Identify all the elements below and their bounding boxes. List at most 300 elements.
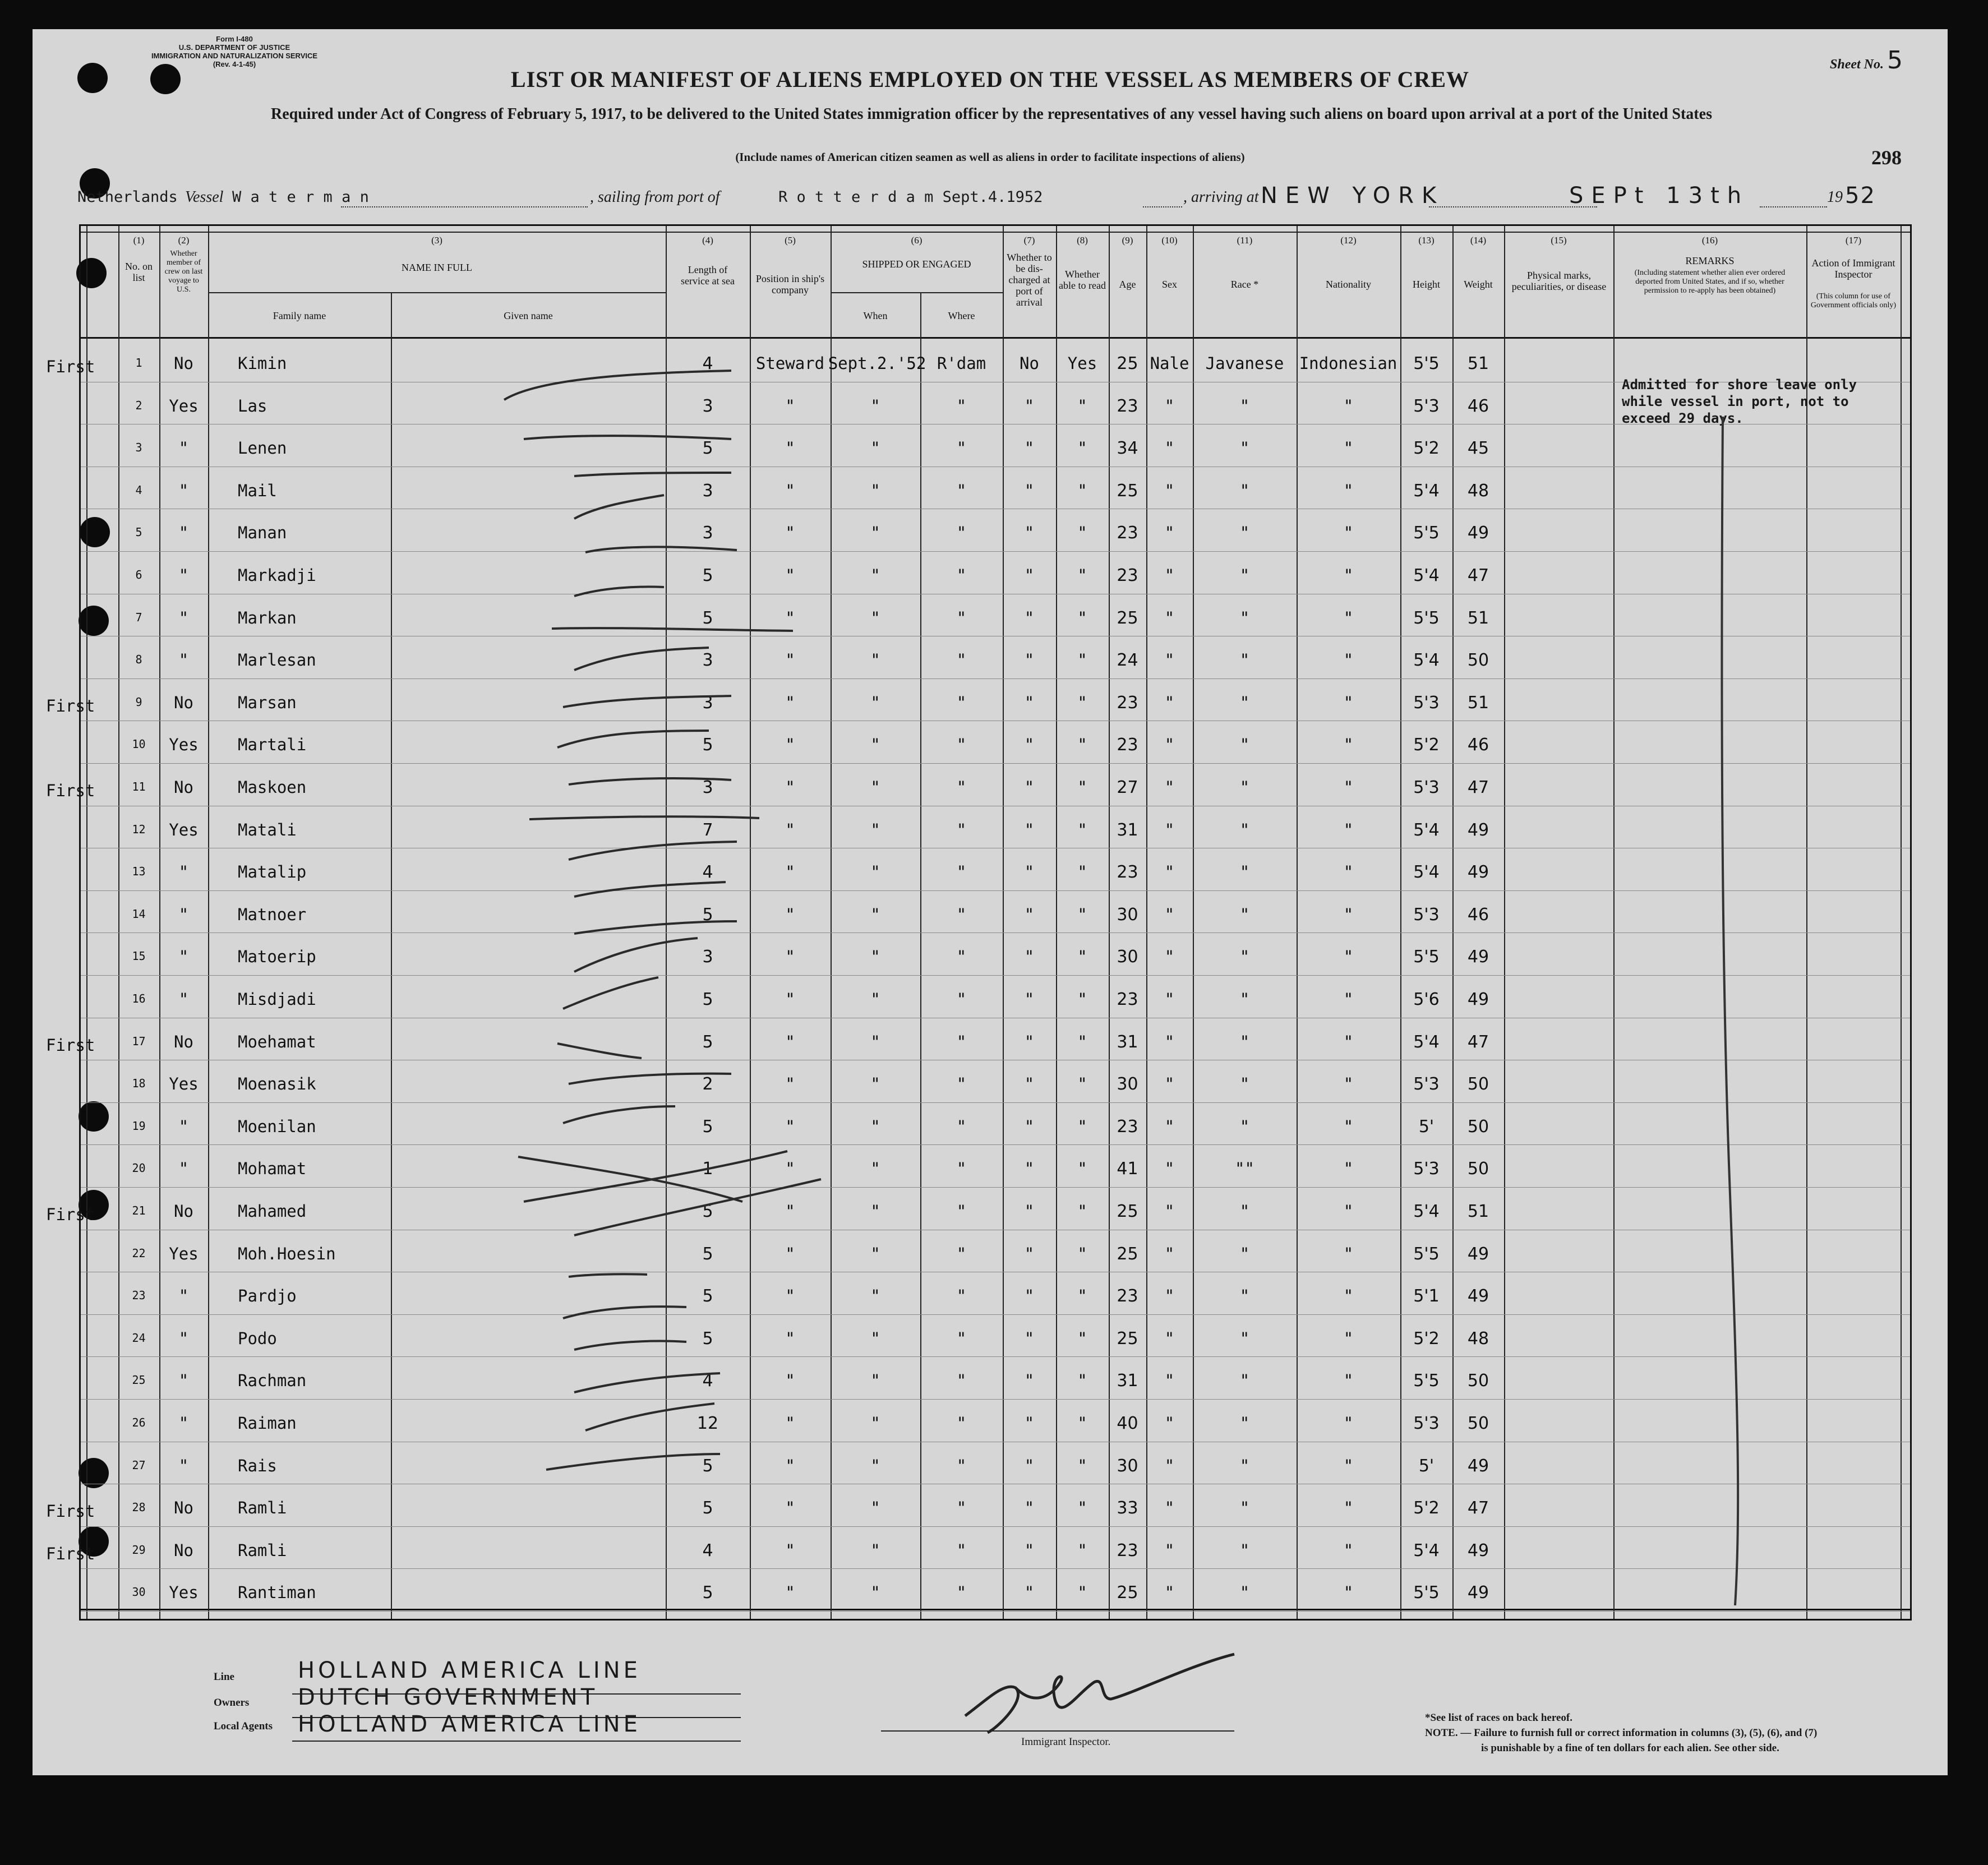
cell-ht: 5'4 xyxy=(1413,1540,1440,1561)
cell-where: " xyxy=(956,566,967,585)
cell-age: 25 xyxy=(1117,1202,1138,1221)
header-last-voyage: Whether member of crew on last voyage to U.S. xyxy=(164,250,203,294)
cell-sex: " xyxy=(1164,1540,1175,1560)
header-remarks-sub: (Including statement whether alien ever ordered deported from United States, and if so, whether permission to re-apply has been obtained) xyxy=(1634,269,1786,295)
cell-family: Maskoen xyxy=(238,778,307,797)
cell-when: " xyxy=(870,1074,880,1094)
cell-len: 5 xyxy=(702,1328,713,1349)
cell-where: " xyxy=(956,947,967,967)
cell-when: " xyxy=(870,481,880,500)
cell-where: " xyxy=(956,1540,967,1560)
cell-read: " xyxy=(1077,396,1087,416)
cell-no: 25 xyxy=(132,1373,146,1387)
header-remarks: REMARKS xyxy=(1685,255,1735,266)
manifest-sheet xyxy=(33,29,1948,1775)
cell-family: Ramli xyxy=(238,1540,287,1560)
cell-no: 4 xyxy=(135,483,142,497)
cell-family: Pardjo xyxy=(238,1286,297,1306)
cell-no: 15 xyxy=(132,949,146,963)
cell-len: 1 xyxy=(702,1159,713,1179)
cell-len: 5 xyxy=(702,1498,713,1518)
owners-value: DUTCH GOVERNMENT xyxy=(298,1684,598,1710)
cell-no: 17 xyxy=(132,1034,146,1048)
header-action-sub: (This column for use of Government officials only) xyxy=(1810,292,1897,310)
cell-pos: " xyxy=(785,1456,795,1475)
cell-race: " xyxy=(1239,735,1250,755)
cell-pos: " xyxy=(785,608,795,627)
cell-len: 2 xyxy=(702,1074,713,1095)
cell-when: " xyxy=(870,1286,880,1306)
cell-where: " xyxy=(956,1032,967,1051)
cell-last: " xyxy=(178,904,189,924)
cell-last: " xyxy=(178,566,189,585)
cell-wt: 46 xyxy=(1467,904,1489,925)
cell-pos: " xyxy=(785,1540,795,1560)
cell-no: 29 xyxy=(132,1543,146,1557)
cell-age: 25 xyxy=(1117,354,1138,373)
cell-disch: " xyxy=(1024,1583,1035,1603)
cell-nat: " xyxy=(1343,481,1354,500)
first-voyage-mark: First xyxy=(46,1544,95,1563)
cell-wt: 51 xyxy=(1467,354,1489,373)
cell-last: " xyxy=(178,650,189,670)
cell-when: " xyxy=(870,1583,880,1603)
cell-last: " xyxy=(178,438,189,458)
cell-last: " xyxy=(178,523,189,543)
cell-pos: " xyxy=(785,778,795,797)
cell-ht: 5'3 xyxy=(1413,693,1440,713)
cell-age: 33 xyxy=(1117,1498,1138,1518)
cell-len: 4 xyxy=(702,862,713,883)
cell-sex: " xyxy=(1164,1498,1175,1518)
vessel-name: W a t e r m a n xyxy=(232,188,369,206)
cell-pos: " xyxy=(785,693,795,712)
cell-no: 30 xyxy=(132,1585,146,1599)
cell-when: " xyxy=(870,990,880,1009)
cell-nat: " xyxy=(1343,396,1354,416)
cell-pos: " xyxy=(785,1414,795,1433)
cell-disch: " xyxy=(1024,904,1035,924)
cell-where: " xyxy=(956,1414,967,1433)
cell-len: 4 xyxy=(702,1371,713,1391)
line-value: HOLLAND AMERICA LINE xyxy=(298,1658,641,1683)
cell-len: 4 xyxy=(702,1540,713,1561)
cell-age: 23 xyxy=(1117,693,1138,713)
cell-disch: " xyxy=(1024,1371,1035,1391)
cell-nat: " xyxy=(1343,1498,1354,1518)
cell-no: 9 xyxy=(135,695,142,709)
cell-race: " xyxy=(1239,523,1250,543)
cell-wt: 50 xyxy=(1467,1414,1489,1433)
cell-ht: 5'4 xyxy=(1413,1202,1440,1221)
cell-no: 11 xyxy=(132,780,146,793)
cell-sex: " xyxy=(1164,1244,1175,1263)
col-number: (17) xyxy=(1845,235,1862,246)
cell-nat: " xyxy=(1343,862,1354,882)
cell-disch: No xyxy=(1020,354,1039,373)
cell-sex: " xyxy=(1164,1456,1175,1475)
cell-no: 18 xyxy=(132,1077,146,1091)
cell-when: " xyxy=(870,735,880,755)
cell-len: 3 xyxy=(702,650,713,671)
cell-no: 10 xyxy=(132,737,146,751)
cell-nat: " xyxy=(1343,990,1354,1009)
cell-ht: 5'4 xyxy=(1413,862,1440,883)
sheet-label: Sheet No. xyxy=(1830,57,1884,72)
cell-len: 3 xyxy=(702,481,713,501)
cell-race: " xyxy=(1239,1286,1250,1306)
cell-sex: " xyxy=(1164,1583,1175,1603)
header-height: Height xyxy=(1413,279,1440,290)
cell-pos: " xyxy=(785,1159,795,1179)
first-voyage-mark: First xyxy=(46,1205,95,1224)
cell-disch: " xyxy=(1024,947,1035,967)
cell-sex: " xyxy=(1164,1371,1175,1391)
cell-nat: " xyxy=(1343,820,1354,839)
cell-sex: " xyxy=(1164,1074,1175,1094)
cell-len: 5 xyxy=(702,566,713,585)
cell-ht: 5'2 xyxy=(1413,1328,1440,1349)
cell-ht: 5'5 xyxy=(1413,1583,1440,1603)
owners-label: Owners xyxy=(214,1697,250,1709)
cell-nat: " xyxy=(1343,1032,1354,1051)
cell-ht: 5'4 xyxy=(1413,481,1440,501)
col-number: (10) xyxy=(1161,235,1178,246)
cell-last: No xyxy=(174,693,193,712)
cell-pos: " xyxy=(785,1328,795,1348)
cell-disch: " xyxy=(1024,438,1035,458)
cell-read: " xyxy=(1077,566,1087,585)
cell-age: 30 xyxy=(1117,1074,1138,1095)
cell-family: Marlesan xyxy=(238,650,316,670)
cell-read: " xyxy=(1077,1074,1087,1094)
cell-read: " xyxy=(1077,1456,1087,1475)
cell-sex: " xyxy=(1164,566,1175,585)
cell-read: " xyxy=(1077,1371,1087,1391)
cell-sex: " xyxy=(1164,1328,1175,1348)
cell-where: " xyxy=(956,990,967,1009)
cell-ht: 5'4 xyxy=(1413,566,1440,585)
cell-len: 5 xyxy=(702,1116,713,1137)
header-physical-marks: Physical marks, peculiarities, or disease xyxy=(1511,270,1607,292)
cell-race: " xyxy=(1239,904,1250,924)
cell-last: No xyxy=(174,778,193,797)
cell-disch: " xyxy=(1024,608,1035,627)
cell-read: " xyxy=(1077,778,1087,797)
cell-disch: " xyxy=(1024,523,1035,543)
cell-where: " xyxy=(956,735,967,755)
arriving-port: NEW YORK xyxy=(1261,183,1445,209)
cell-age: 40 xyxy=(1117,1414,1138,1433)
cell-family: Misdjadi xyxy=(238,990,316,1009)
cell-nat: " xyxy=(1343,1371,1354,1391)
cell-family: Raiman xyxy=(238,1414,297,1433)
cell-wt: 47 xyxy=(1467,1498,1489,1518)
cell-wt: 50 xyxy=(1467,1371,1489,1391)
cell-age: 23 xyxy=(1117,1286,1138,1307)
cell-family: Matnoer xyxy=(238,904,307,924)
cell-ht: 5'2 xyxy=(1413,735,1440,755)
cell-wt: 49 xyxy=(1467,820,1489,840)
cell-ht: 5'3 xyxy=(1413,396,1440,416)
cell-last: No xyxy=(174,1540,193,1560)
cell-sex: " xyxy=(1164,396,1175,416)
cell-nat: " xyxy=(1343,778,1354,797)
cell-no: 23 xyxy=(132,1289,146,1303)
cell-no: 13 xyxy=(132,865,146,879)
cell-no: 12 xyxy=(132,822,146,836)
cell-family: Matali xyxy=(238,820,297,839)
cell-read: " xyxy=(1077,990,1087,1009)
cell-when: " xyxy=(870,1328,880,1348)
cell-family: Las xyxy=(238,396,267,416)
cell-len: 5 xyxy=(702,1286,713,1307)
cell-len: 5 xyxy=(702,1583,713,1603)
col-number: (13) xyxy=(1418,235,1435,246)
cell-sex: " xyxy=(1164,693,1175,712)
cell-where: " xyxy=(956,1583,967,1603)
cell-disch: " xyxy=(1024,820,1035,839)
header-no-on-list: No. on list xyxy=(125,261,153,283)
cell-disch: " xyxy=(1024,778,1035,797)
cell-age: 24 xyxy=(1117,650,1138,671)
vessel-line xyxy=(77,183,1917,211)
cell-age: 23 xyxy=(1117,523,1138,543)
cell-ht: 5'5 xyxy=(1413,354,1440,373)
cell-last: No xyxy=(174,354,193,373)
cell-sex: " xyxy=(1164,947,1175,967)
cell-ht: 5'3 xyxy=(1413,778,1440,797)
header-nationality: Nationality xyxy=(1326,279,1371,290)
cell-race: " xyxy=(1239,990,1250,1009)
cell-wt: 50 xyxy=(1467,650,1489,671)
cell-sex: " xyxy=(1164,523,1175,543)
cell-sex: Nale xyxy=(1150,354,1189,373)
cell-sex: " xyxy=(1164,862,1175,882)
cell-wt: 51 xyxy=(1467,693,1489,713)
document-number: 298 xyxy=(1871,146,1902,169)
col-number: (1) xyxy=(133,235,145,246)
cell-wt: 47 xyxy=(1467,566,1489,585)
cell-len: 5 xyxy=(702,1202,713,1221)
cell-len: 12 xyxy=(697,1414,719,1433)
header-given-name: Given name xyxy=(504,310,553,321)
cell-wt: 45 xyxy=(1467,438,1489,459)
cell-last: " xyxy=(178,1159,189,1179)
cell-family: Mohamat xyxy=(238,1159,307,1179)
races-note: *See list of races on back hereof. xyxy=(1425,1712,1572,1724)
cell-where: " xyxy=(956,1456,967,1475)
cell-no: 26 xyxy=(132,1416,146,1429)
cell-family: Ramli xyxy=(238,1498,287,1518)
cell-age: 23 xyxy=(1117,396,1138,416)
cell-read: " xyxy=(1077,1498,1087,1518)
col-number: (12) xyxy=(1340,235,1357,246)
first-voyage-mark: First xyxy=(46,1502,95,1521)
cell-nat: " xyxy=(1343,1583,1354,1603)
cell-age: 23 xyxy=(1117,566,1138,585)
cell-race: " xyxy=(1239,608,1250,627)
cell-read: " xyxy=(1077,438,1087,458)
cell-race: " xyxy=(1239,1328,1250,1348)
cell-ht: 5'5 xyxy=(1413,523,1440,543)
vessel-flag: Netherlands xyxy=(77,188,178,206)
cell-nat: " xyxy=(1343,1116,1354,1136)
page-title: LIST OR MANIFEST OF ALIENS EMPLOYED ON THE VESSEL AS MEMBERS OF CREW xyxy=(510,67,1470,92)
cell-wt: 49 xyxy=(1467,523,1489,543)
cell-age: 30 xyxy=(1117,904,1138,925)
cell-read: " xyxy=(1077,523,1087,543)
header-family-name: Family name xyxy=(273,310,326,321)
cell-race: " xyxy=(1239,1116,1250,1136)
cell-nat: " xyxy=(1343,1244,1354,1263)
cell-nat: " xyxy=(1343,693,1354,712)
cell-where: " xyxy=(956,1202,967,1221)
cell-pos: " xyxy=(785,1074,795,1094)
header-shipped-engaged: SHIPPED OR ENGAGED xyxy=(862,258,971,270)
cell-sex: " xyxy=(1164,990,1175,1009)
cell-sex: " xyxy=(1164,820,1175,839)
cell-disch: " xyxy=(1024,1328,1035,1348)
form-number: Form I-480 xyxy=(216,35,253,43)
cell-age: 27 xyxy=(1117,778,1138,797)
cell-where: " xyxy=(956,1244,967,1263)
cell-ht: 5'3 xyxy=(1413,1414,1440,1433)
cell-len: 5 xyxy=(702,438,713,459)
cell-pos: " xyxy=(785,481,795,500)
cell-where: " xyxy=(956,778,967,797)
footer-block xyxy=(79,1626,1912,1754)
cell-nat: " xyxy=(1343,1286,1354,1306)
cell-sex: " xyxy=(1164,481,1175,500)
cell-ht: 5' xyxy=(1418,1456,1435,1476)
cell-disch: " xyxy=(1024,566,1035,585)
cell-nat: " xyxy=(1343,566,1354,585)
cell-read: " xyxy=(1077,608,1087,627)
cell-pos: " xyxy=(785,1371,795,1391)
cell-age: 34 xyxy=(1117,438,1138,459)
cell-last: Yes xyxy=(169,820,199,839)
cell-when: Sept.2.'52 xyxy=(828,354,926,373)
cell-ht: 5'5 xyxy=(1413,1244,1440,1264)
cell-nat: " xyxy=(1343,735,1354,755)
cell-family: Moenasik xyxy=(238,1074,316,1094)
cell-family: Matoerip xyxy=(238,947,316,967)
header-when: When xyxy=(863,310,888,321)
header-length-service: Length of service at sea xyxy=(681,264,735,287)
cell-last: " xyxy=(178,1286,189,1306)
col-number: (7) xyxy=(1023,235,1035,246)
cell-race: " xyxy=(1239,1583,1250,1603)
cell-wt: 49 xyxy=(1467,1540,1489,1561)
cell-nat: " xyxy=(1343,947,1354,967)
cell-disch: " xyxy=(1024,481,1035,500)
cell-race: " xyxy=(1239,1244,1250,1263)
cell-last: " xyxy=(178,990,189,1009)
cell-no: 28 xyxy=(132,1501,146,1515)
cell-disch: " xyxy=(1024,735,1035,755)
col-number: (11) xyxy=(1237,235,1253,246)
cell-wt: 49 xyxy=(1467,1286,1489,1307)
header-discharged: Whether to be dis-charged at port of arrival xyxy=(1007,252,1052,308)
cell-age: 23 xyxy=(1117,735,1138,755)
cell-len: 3 xyxy=(702,693,713,713)
cell-nat: " xyxy=(1343,608,1354,627)
revision: (Rev. 4-1-45) xyxy=(213,60,256,68)
cell-read: " xyxy=(1077,650,1087,670)
cell-where: " xyxy=(956,438,967,458)
cell-disch: " xyxy=(1024,1286,1035,1306)
cell-disch: " xyxy=(1024,862,1035,882)
cell-last: Yes xyxy=(169,1074,199,1094)
cell-last: " xyxy=(178,481,189,500)
first-voyage-mark: First xyxy=(46,1035,95,1055)
cell-age: 30 xyxy=(1117,947,1138,967)
cell-when: " xyxy=(870,904,880,924)
cell-no: 27 xyxy=(132,1458,146,1472)
cell-pos: " xyxy=(785,650,795,670)
cell-disch: " xyxy=(1024,990,1035,1009)
cell-sex: " xyxy=(1164,650,1175,670)
cell-read: " xyxy=(1077,1244,1087,1263)
cell-read: " xyxy=(1077,862,1087,882)
line-label: Line xyxy=(214,1671,234,1683)
col-number: (3) xyxy=(431,235,442,246)
cell-when: " xyxy=(870,778,880,797)
cell-race: " xyxy=(1239,1540,1250,1560)
cell-read: " xyxy=(1077,1414,1087,1433)
cell-pos: " xyxy=(785,1202,795,1221)
cell-disch: " xyxy=(1024,1032,1035,1051)
cell-read: " xyxy=(1077,947,1087,967)
cell-ht: 5'2 xyxy=(1413,1498,1440,1518)
cell-last: Yes xyxy=(169,1583,199,1603)
cell-pos: " xyxy=(785,947,795,967)
service: IMMIGRATION AND NATURALIZATION SERVICE xyxy=(151,52,318,60)
cell-when: " xyxy=(870,1244,880,1263)
cell-len: 5 xyxy=(702,1244,713,1264)
cell-age: 25 xyxy=(1117,1244,1138,1264)
cell-ht: 5'3 xyxy=(1413,1159,1440,1179)
cell-read: " xyxy=(1077,481,1087,500)
cell-nat: Indonesian xyxy=(1299,354,1397,373)
sheet-value: 5 xyxy=(1887,46,1903,75)
cell-pos: " xyxy=(785,735,795,755)
cell-family: Markan xyxy=(238,608,297,627)
cell-last: " xyxy=(178,947,189,967)
cell-nat: " xyxy=(1343,1328,1354,1348)
cell-last: " xyxy=(178,1116,189,1136)
cell-sex: " xyxy=(1164,1286,1175,1306)
cell-when: " xyxy=(870,1498,880,1518)
cell-wt: 49 xyxy=(1467,862,1489,883)
cell-race: " xyxy=(1239,1202,1250,1221)
col-number: (14) xyxy=(1470,235,1487,246)
header-position: Position in ship's company xyxy=(755,273,825,296)
cell-pos: " xyxy=(785,396,795,416)
header-race: Race * xyxy=(1230,279,1259,290)
cell-family: Manan xyxy=(238,523,287,543)
cell-when: " xyxy=(870,1540,880,1560)
cell-age: 31 xyxy=(1117,1032,1138,1052)
cell-ht: 5'5 xyxy=(1413,1371,1440,1391)
header-weight: Weight xyxy=(1464,279,1493,290)
cell-family: Kimin xyxy=(238,354,287,373)
cell-read: " xyxy=(1077,1032,1087,1051)
cell-disch: " xyxy=(1024,1074,1035,1094)
cell-ht: 5' xyxy=(1418,1116,1435,1137)
cell-disch: " xyxy=(1024,1244,1035,1263)
